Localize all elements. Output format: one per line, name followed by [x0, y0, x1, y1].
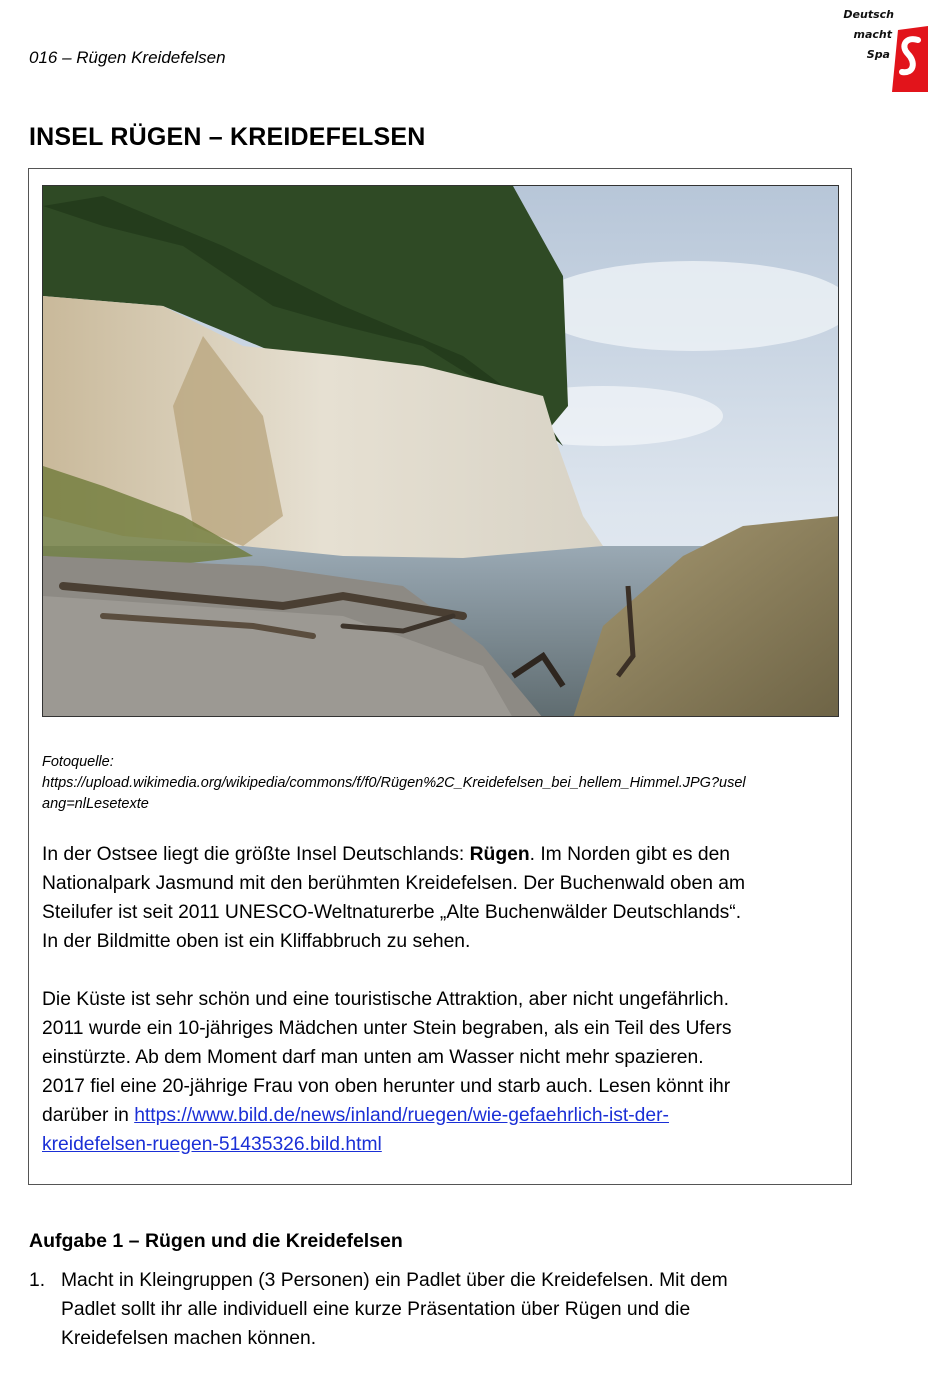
- document-header-label: 016 – Rügen Kreidefelsen: [29, 48, 226, 67]
- intro-paragraph: [42, 840, 847, 956]
- intro-line-2: Nationalpark Jasmund mit den berühmten Kreidefelsen. Der Buchenwald oben am: [42, 873, 746, 894]
- task-title: Aufgabe 1 – Rügen und die Kreidefelsen: [29, 1230, 403, 1252]
- logo-word-3: Spa: [866, 48, 890, 61]
- danger-paragraph: [42, 985, 847, 1159]
- bild-article-link-part-1[interactable]: https://www.bild.de/news/inland/ruegen/wie-gefaehrlich-ist-der-: [134, 1105, 669, 1126]
- credit-line-2: https://upload.wikimedia.org/wikipedia/commons/f/f0/Rügen%2C_Kreidefelsen_bei_hellem_Himmel.JPG?usel: [42, 775, 746, 791]
- intro-line-1: In der Ostsee liegt die größte Insel Deutschlands: Rügen. Im Norden gibt es den: [42, 844, 731, 865]
- task-item: [29, 1266, 889, 1356]
- task-line-3: Kreidefelsen machen können.: [61, 1328, 317, 1349]
- credit-line-3: ang=nlLesetexte: [42, 796, 149, 812]
- deutsch-macht-spass-logo: [843, 4, 930, 92]
- danger-line-2: 2011 wurde ein 10-jähriges Mädchen unter Stein begraben, als ein Teil des Ufers: [42, 1018, 732, 1039]
- logo-word-1: Deutsch: [843, 8, 894, 21]
- danger-line-1: Die Küste ist sehr schön und eine touristische Attraktion, aber nicht ungefährlich.: [42, 989, 730, 1010]
- danger-line-6: [42, 1130, 847, 1159]
- bild-article-link-part-2[interactable]: kreidefelsen-ruegen-51435326.bild.html: [42, 1134, 382, 1155]
- intro-line-4: In der Bildmitte oben ist ein Kliffabbruch zu sehen.: [42, 931, 471, 952]
- task-item-text: [61, 1266, 861, 1353]
- photo-credit: [42, 752, 842, 815]
- logo-s-mark-icon: [892, 26, 928, 92]
- task-line-2: Padlet sollt ihr alle individuell eine kurze Präsentation über Rügen und die: [61, 1299, 691, 1320]
- danger-line-3: einstürzte. Ab dem Moment darf man unten am Wasser nicht mehr spazieren.: [42, 1047, 704, 1068]
- chalk-cliff-illustration: [43, 186, 839, 717]
- cliff-photo: [42, 185, 839, 717]
- danger-line-4: 2017 fiel eine 20-jährige Frau von oben herunter und starb auch. Lesen könnt ihr: [42, 1076, 731, 1097]
- logo-word-2: macht: [853, 28, 892, 41]
- task-list: [29, 1266, 889, 1356]
- credit-line-1: Fotoquelle:: [42, 754, 114, 770]
- task-line-1: Macht in Kleingruppen (3 Personen) ein Padlet über die Kreidefelsen. Mit dem: [61, 1270, 728, 1291]
- danger-line-5: darüber in https://www.bild.de/news/inland/ruegen/wie-gefaehrlich-ist-der-: [42, 1105, 669, 1126]
- task-item-number: 1.: [29, 1270, 46, 1291]
- page-title: INSEL RÜGEN – KREIDEFELSEN: [29, 123, 426, 151]
- intro-line-3: Steilufer ist seit 2011 UNESCO-Weltnaturerbe „Alte Buchenwälder Deutschlands“.: [42, 902, 742, 923]
- ruegen-bold: Rügen: [469, 844, 530, 865]
